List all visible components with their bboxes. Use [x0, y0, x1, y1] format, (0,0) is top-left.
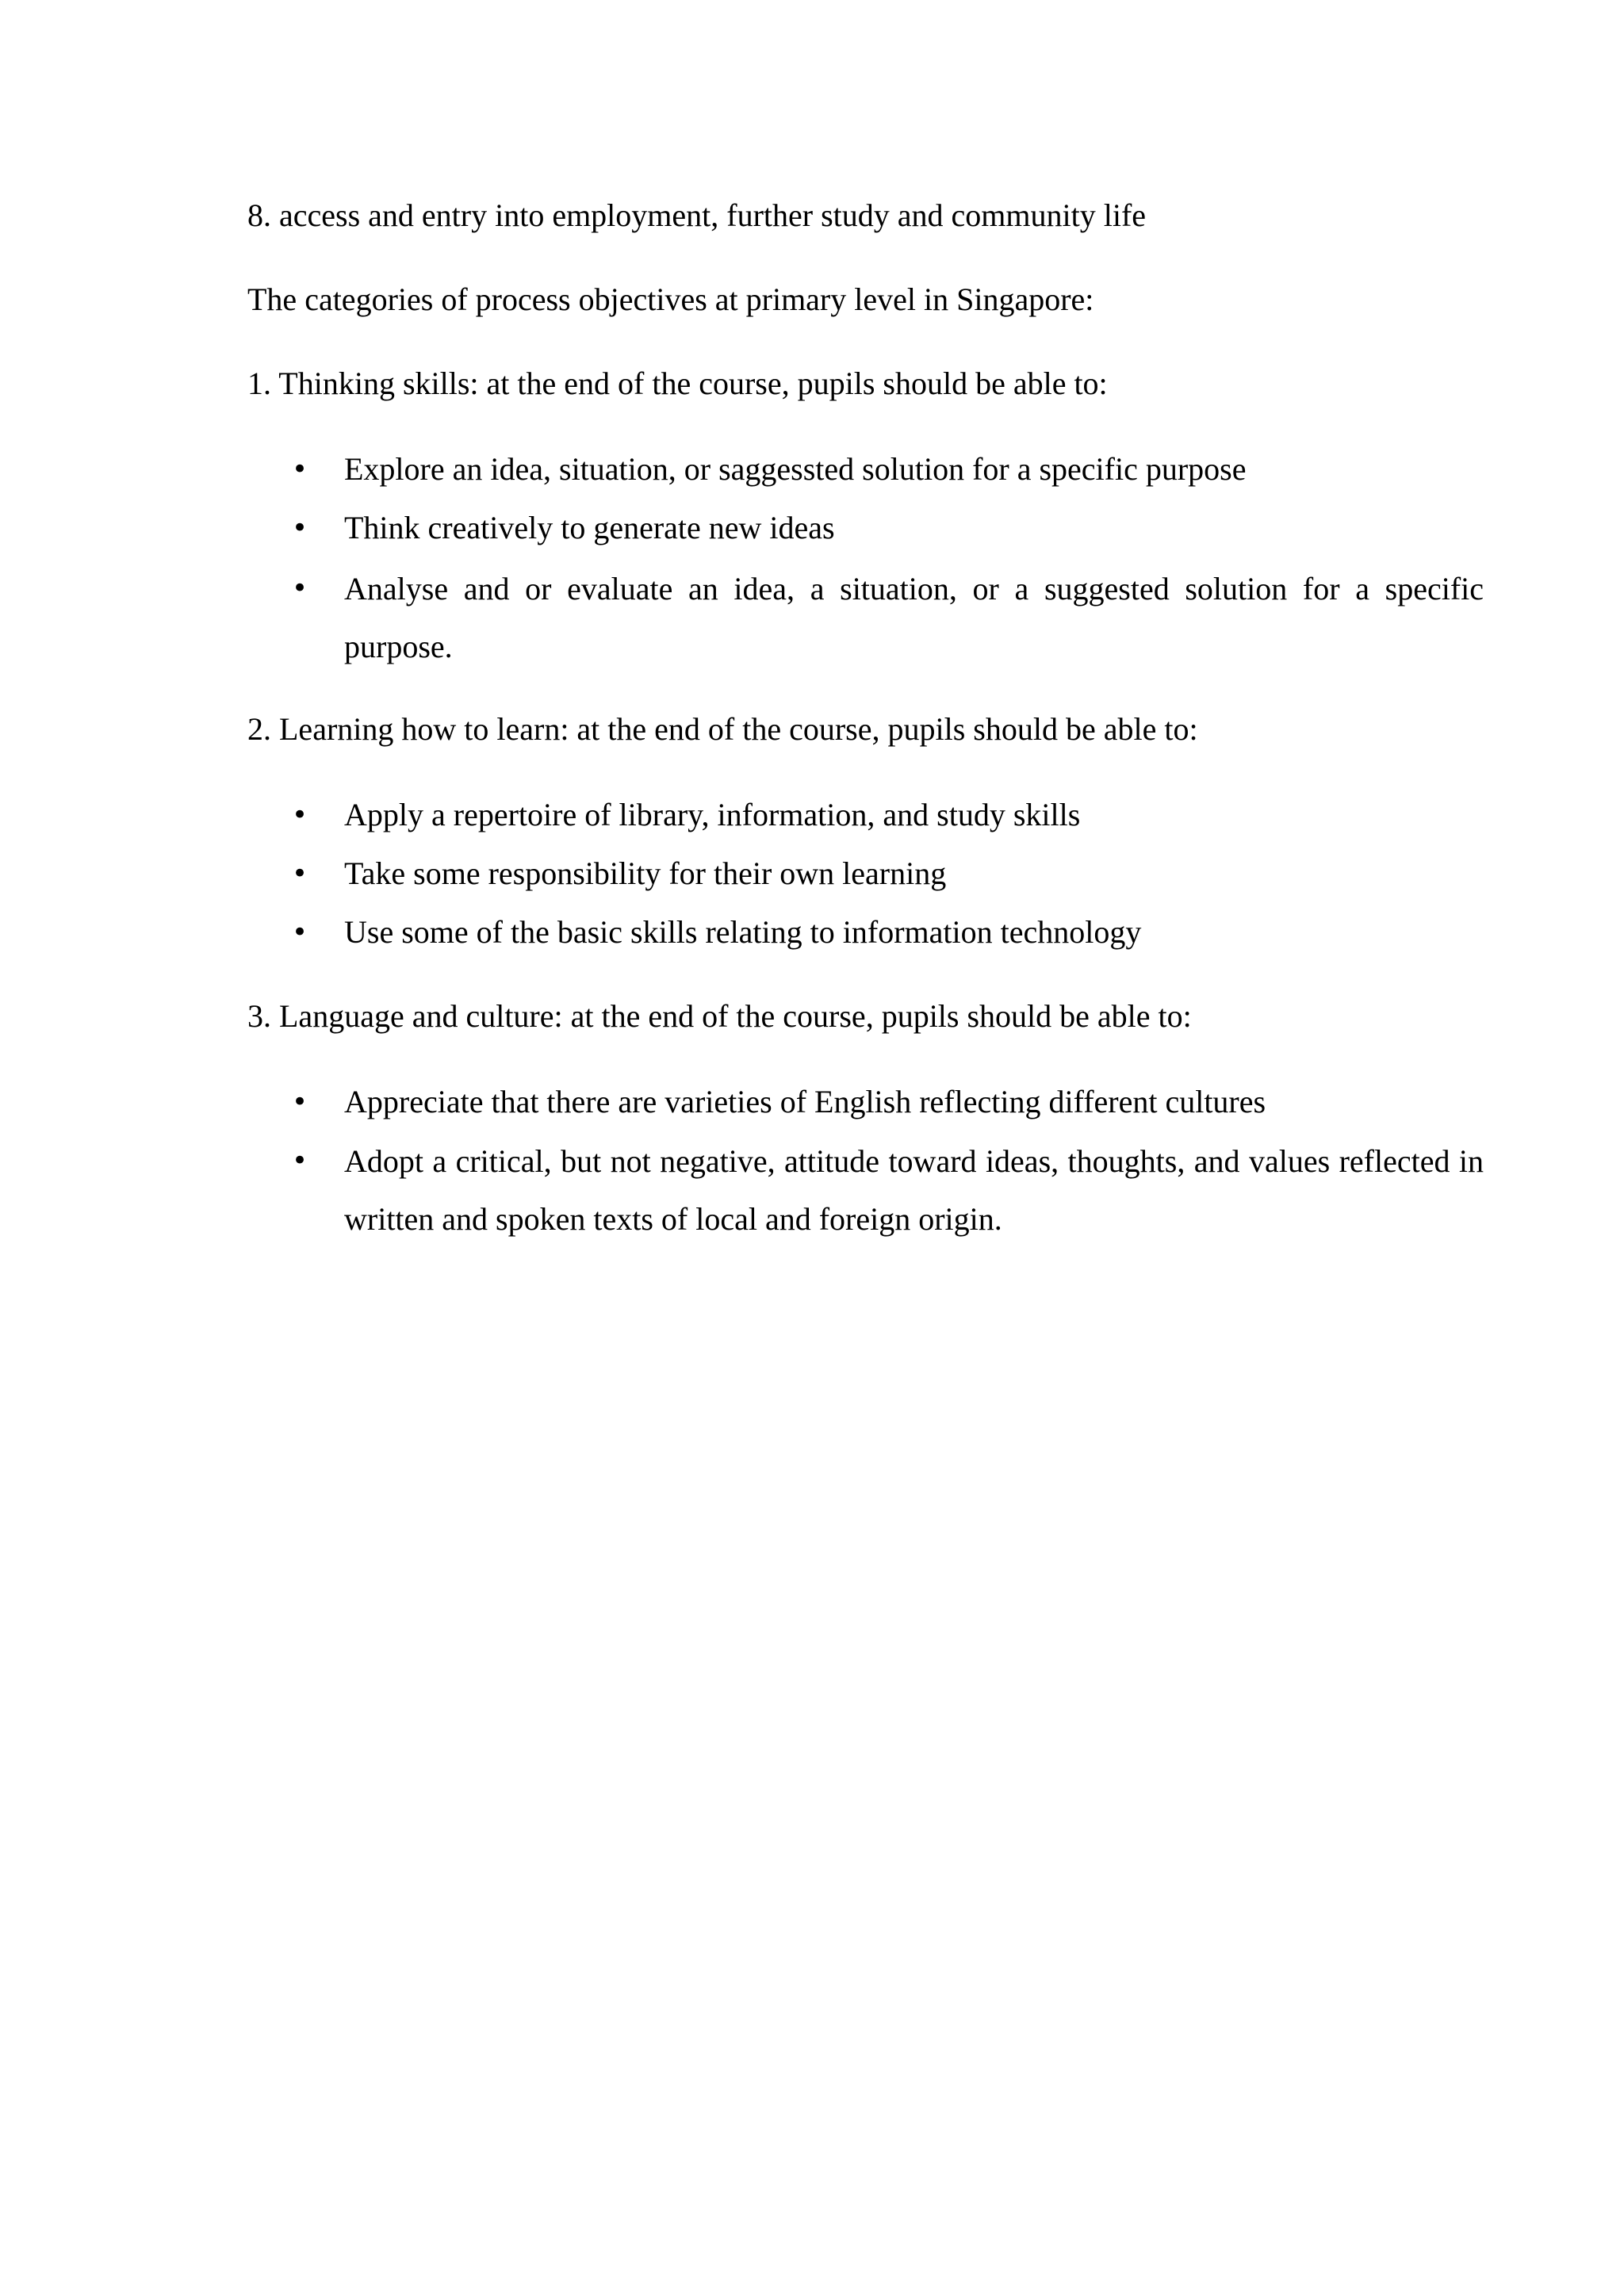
list-item-text: Adopt a critical, but not negative, attitude toward ideas, thoughts, and values reflected in written and spoken texts of local and foreign origin. [344, 1143, 1484, 1237]
list-item-text: Apply a repertoire of library, information, and study skills [344, 797, 1081, 832]
bullet-icon: • [292, 1086, 308, 1118]
bullet-icon: • [292, 453, 308, 485]
section-heading-thinking-skills: 1. Thinking skills: at the end of the course, pupils should be able to: [247, 365, 1108, 401]
list-item-text: Appreciate that there are varieties of English reflecting different cultures [344, 1084, 1266, 1119]
bullet-icon: • [292, 858, 308, 890]
list-item-text: Explore an idea, situation, or saggessted solution for a specific purpose [344, 451, 1247, 487]
list-item-text: Analyse and or evaluate an idea, a situation, or a suggested solution for a specific purpose. [344, 571, 1484, 664]
intro-line: 8. access and entry into employment, further study and community life [247, 197, 1147, 233]
bullet-icon: • [292, 799, 308, 831]
section-heading-language-and-culture: 3. Language and culture: at the end of the course, pupils should be able to: [247, 998, 1192, 1034]
bullet-icon: • [292, 572, 308, 604]
list-item-text: Use some of the basic skills relating to information technology [344, 914, 1142, 950]
bullet-icon: • [292, 1145, 308, 1177]
section-heading-learning-how-to-learn: 2. Learning how to learn: at the end of the course, pupils should be able to: [247, 711, 1198, 747]
bullet-icon: • [292, 916, 308, 948]
bullet-icon: • [292, 512, 308, 544]
list-item-text: Take some responsibility for their own learning [344, 855, 947, 891]
categories-heading: The categories of process objectives at primary level in Singapore: [247, 281, 1094, 317]
list-item-text: Think creatively to generate new ideas [344, 510, 835, 545]
